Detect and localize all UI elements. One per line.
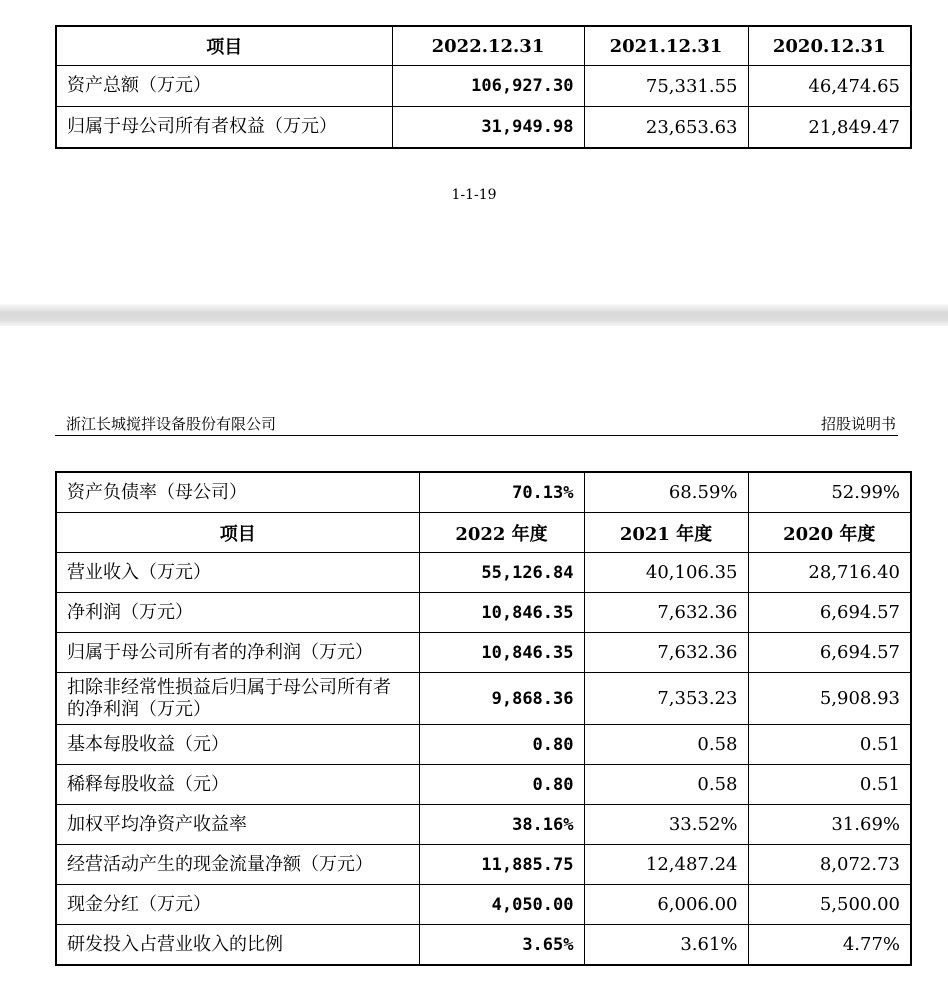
table-row (56, 593, 911, 633)
value-2020: 5,908.93 (748, 673, 911, 725)
row-label: 归属于母公司所有者权益（万元） (56, 107, 392, 149)
value-2021: 33.52% (584, 805, 748, 845)
value-2021: 7,632.36 (584, 633, 748, 673)
value-2022: 106,927.30 (392, 66, 584, 107)
value-2022: 31,949.98 (392, 107, 584, 149)
row-label: 扣除非经常性损益后归属于母公司所有者的净利润（万元） (56, 673, 419, 725)
table-row (56, 553, 911, 593)
row-label: 研发投入占营业收入的比例 (56, 925, 419, 966)
table-row (56, 885, 911, 925)
document-type: 招股说明书 (820, 415, 896, 433)
value-2022: 10,846.35 (419, 633, 584, 673)
table-row (56, 765, 911, 805)
value-2020: 0.51 (748, 765, 911, 805)
value-2022: 10,846.35 (419, 593, 584, 633)
row-label: 基本每股收益（元） (56, 725, 419, 765)
table-header-row (56, 513, 911, 553)
table-header-row (56, 26, 911, 66)
value-2021: 7,353.23 (584, 673, 748, 725)
row-label: 营业收入（万元） (56, 553, 419, 593)
column-header-2020: 2020.12.31 (748, 26, 911, 66)
value-2022: 3.65% (419, 925, 584, 966)
company-name: 浙江长城搅拌设备股份有限公司 (66, 415, 277, 433)
row-label: 归属于母公司所有者的净利润（万元） (56, 633, 419, 673)
row-label: 净利润（万元） (56, 593, 419, 633)
value-2021: 0.58 (584, 725, 748, 765)
row-label: 稀释每股收益（元） (56, 765, 419, 805)
value-2020: 4.77% (748, 925, 911, 966)
value-2021: 6,006.00 (584, 885, 748, 925)
balance-summary-table (55, 25, 912, 149)
financial-indicators-table (55, 471, 912, 966)
column-header-2022: 2022 年度 (419, 513, 584, 553)
page-separator (0, 304, 948, 326)
column-header-2021: 2021.12.31 (584, 26, 748, 66)
value-2022: 0.80 (419, 765, 584, 805)
row-label: 加权平均净资产收益率 (56, 805, 419, 845)
row-label: 资产总额（万元） (56, 66, 392, 107)
value-2022: 0.80 (419, 725, 584, 765)
column-header-item: 项目 (56, 513, 419, 553)
value-2022: 38.16% (419, 805, 584, 845)
value-2020: 21,849.47 (748, 107, 911, 149)
table-row (56, 472, 911, 513)
value-2020: 6,694.57 (748, 593, 911, 633)
table-row (56, 107, 911, 149)
value-2020: 6,694.57 (748, 633, 911, 673)
column-header-item: 项目 (56, 26, 392, 66)
table-row (56, 845, 911, 885)
value-2020: 28,716.40 (748, 553, 911, 593)
page-number: 1-1-19 (451, 187, 497, 203)
value-2021: 3.61% (584, 925, 748, 966)
column-header-2022: 2022.12.31 (392, 26, 584, 66)
value-2020: 5,500.00 (748, 885, 911, 925)
value-2021: 12,487.24 (584, 845, 748, 885)
table-row (56, 633, 911, 673)
row-label: 资产负债率（母公司） (56, 472, 419, 513)
table-row (56, 805, 911, 845)
row-label: 经营活动产生的现金流量净额（万元） (56, 845, 419, 885)
value-2022: 70.13% (419, 472, 584, 513)
value-2021: 40,106.35 (584, 553, 748, 593)
value-2020: 46,474.65 (748, 66, 911, 107)
value-2021: 0.58 (584, 765, 748, 805)
value-2021: 23,653.63 (584, 107, 748, 149)
column-header-2020: 2020 年度 (748, 513, 911, 553)
table-row (56, 925, 911, 966)
value-2021: 68.59% (584, 472, 748, 513)
value-2022: 4,050.00 (419, 885, 584, 925)
value-2022: 11,885.75 (419, 845, 584, 885)
column-header-2021: 2021 年度 (584, 513, 748, 553)
table-row (56, 66, 911, 107)
value-2020: 0.51 (748, 725, 911, 765)
value-2020: 31.69% (748, 805, 911, 845)
table-row (56, 725, 911, 765)
value-2022: 55,126.84 (419, 553, 584, 593)
row-label: 现金分红（万元） (56, 885, 419, 925)
table-row (56, 673, 911, 725)
page-header (55, 411, 898, 436)
value-2021: 7,632.36 (584, 593, 748, 633)
value-2022: 9,868.36 (419, 673, 584, 725)
value-2020: 52.99% (748, 472, 911, 513)
value-2020: 8,072.73 (748, 845, 911, 885)
value-2021: 75,331.55 (584, 66, 748, 107)
